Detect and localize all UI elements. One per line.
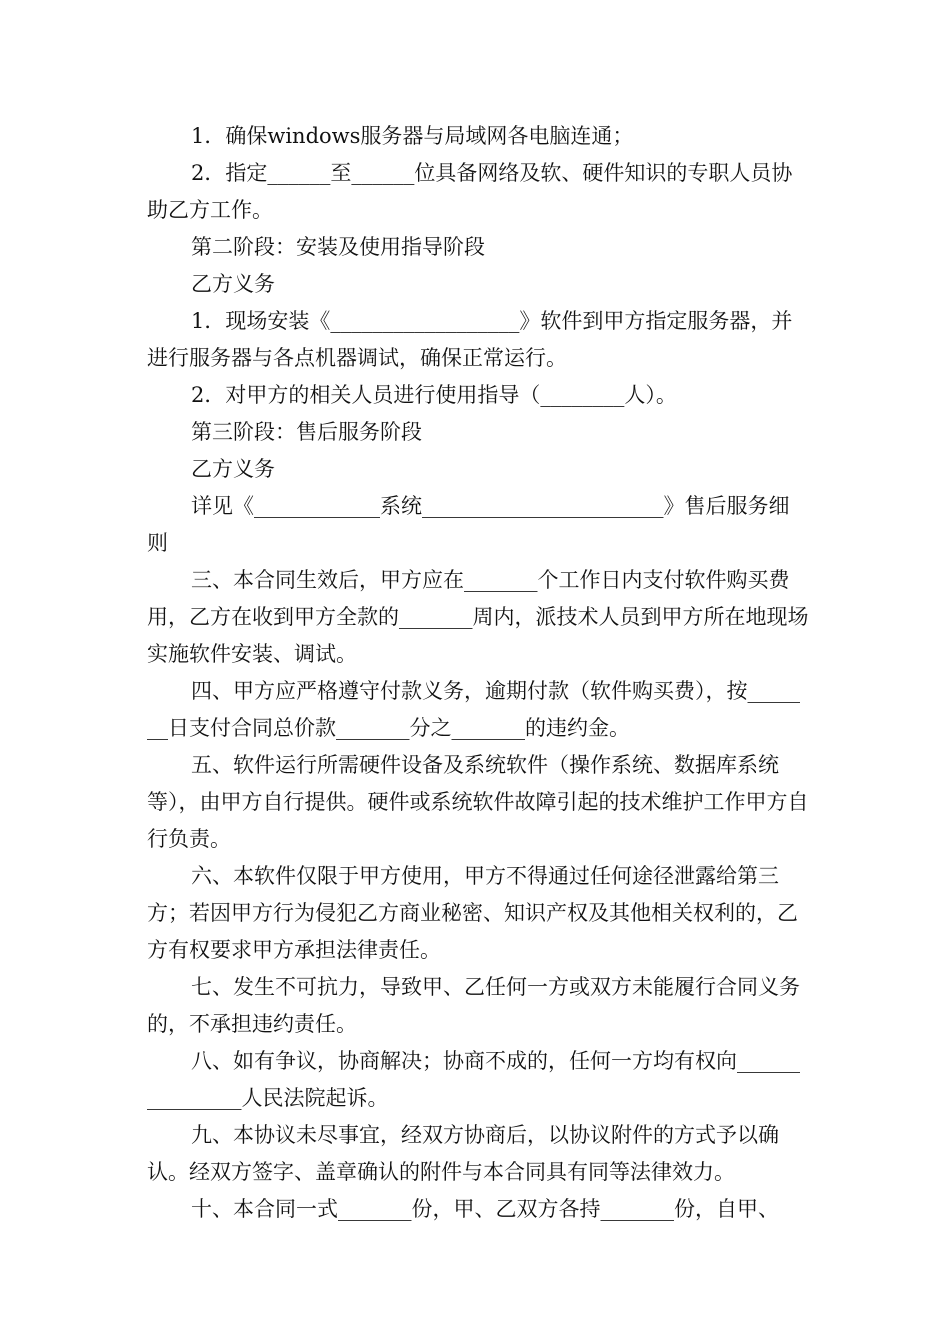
- paragraph-2: 2．指定______至______位具备网络及软、硬件知识的专职人员协助乙方工作。: [147, 161, 793, 222]
- paragraph-1: 1．确保windows服务器与局域网各电脑连通；: [191, 124, 634, 148]
- section-heading-stage-3: 第三阶段：售后服务阶段: [191, 420, 422, 444]
- clause-7: 七、发生不可抗力，导致甲、乙任何一方或双方未能履行合同义务的，不承担违约责任。: [147, 975, 800, 1036]
- clause-10: 十、本合同一式_______份，甲、乙双方各持_______份，自甲、: [191, 1197, 779, 1221]
- subheading-party-b-duties-2: 乙方义务: [191, 457, 275, 481]
- clause-4: 四、甲方应严格遵守付款义务，逾期付款（软件购买费），按_______日支付合同总价款_______分之_______的违约金。: [147, 679, 800, 740]
- clause-8: 八、如有争议，协商解决；协商不成的，任何一方均有权向_______________人民法院起诉。: [147, 1049, 800, 1110]
- clause-9: 九、本协议未尽事宜，经双方协商后，以协议附件的方式予以确认。经双方签字、盖章确认的附件与本合同具有同等法律效力。: [147, 1123, 779, 1184]
- clause-5: 五、软件运行所需硬件设备及系统软件（操作系统、数据库系统等），由甲方自行提供。硬件或系统软件故障引起的技术维护工作甲方自行负责。: [147, 753, 809, 851]
- paragraph-5: 详见《____________系统_______________________》售后服务细则: [147, 494, 790, 555]
- clause-3: 三、本合同生效后，甲方应在_______个工作日内支付软件购买费用，乙方在收到甲方全款的_______周内，派技术人员到甲方所在地现场实施软件安装、调试。: [147, 568, 809, 666]
- section-heading-stage-2: 第二阶段：安装及使用指导阶段: [191, 235, 485, 259]
- paragraph-3: 1．现场安装《__________________》软件到甲方指定服务器，并进行服务器与各点机器调试，确保正常运行。: [147, 309, 793, 370]
- paragraph-4: 2．对甲方的相关人员进行使用指导（________人）。: [191, 383, 677, 407]
- clause-6: 六、本软件仅限于甲方使用，甲方不得通过任何途径泄露给第三方；若因甲方行为侵犯乙方商业秘密、知识产权及其他相关权利的，乙方有权要求甲方承担法律责任。: [147, 864, 798, 962]
- subheading-party-b-duties: 乙方义务: [191, 272, 275, 296]
